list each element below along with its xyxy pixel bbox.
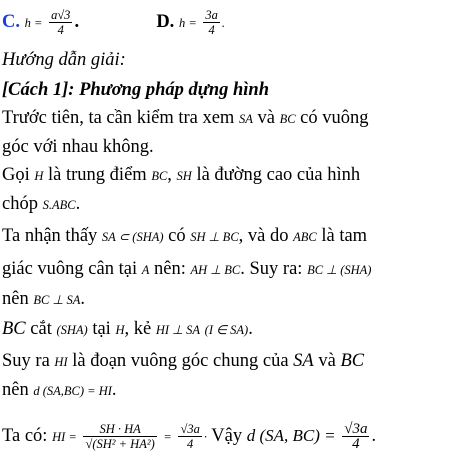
p3-text2: có xyxy=(168,226,186,246)
p3-text7: . Suy ra: xyxy=(240,259,303,279)
p3-line1 xyxy=(2,225,367,248)
p6-f3-denominator: 4 xyxy=(342,436,369,451)
p6-dot: · xyxy=(203,429,207,444)
p2-text5: chóp xyxy=(2,194,38,214)
option-c-lhs: h = xyxy=(24,15,43,30)
p5-text1: Suy ra xyxy=(2,351,50,371)
p3-line3 xyxy=(2,288,85,311)
guide-title: Hướng dẫn giải: xyxy=(2,50,126,70)
p6-eq: = xyxy=(163,429,172,444)
p5-hi: HI xyxy=(54,355,68,369)
p1-line1 xyxy=(2,107,369,130)
option-d-end: . xyxy=(221,15,225,30)
p4-math1: HI ⊥ SA xyxy=(155,323,201,337)
p4-h: H xyxy=(115,323,125,337)
p2-text4: là đường cao của hình xyxy=(196,165,361,185)
p3-text1: Ta nhận thấy xyxy=(2,226,98,246)
p3-a: A xyxy=(141,263,150,277)
p3-text3: , và do xyxy=(238,226,289,246)
p2-text1: Gọi xyxy=(2,165,30,185)
p4-math2: (I ∈ SA) xyxy=(204,323,249,337)
p2-sh: SH xyxy=(176,169,192,183)
p6-fraction1 xyxy=(83,422,156,451)
p4-text4: . xyxy=(248,319,253,339)
p2-h: H xyxy=(34,169,44,183)
p5-text4: nên xyxy=(2,380,29,400)
p6-f2-numerator: √3a xyxy=(180,422,200,436)
p1-sa: SA xyxy=(238,112,253,126)
answer-options-row xyxy=(2,8,225,37)
p6-f1-denominator: √(SH² + HA²) xyxy=(85,437,155,451)
p5-text5: . xyxy=(111,380,117,400)
option-d-fraction xyxy=(203,8,220,37)
p4-text3: , kẻ xyxy=(124,319,152,339)
p3-math1: SA ⊂ (SHA) xyxy=(101,230,164,244)
option-d-numerator: 3a xyxy=(205,8,218,22)
p6-end: . xyxy=(371,425,377,446)
p5-text3: và xyxy=(318,351,336,371)
p3-text9: . xyxy=(80,289,85,309)
option-c-fraction xyxy=(49,8,72,37)
method-title: [Cách 1]: Phương pháp dựng hình xyxy=(2,80,270,100)
p4-text1: cắt xyxy=(30,319,52,339)
p4-sha: (SHA) xyxy=(56,323,88,337)
p5-math1: d (SA,BC) = HI xyxy=(33,384,112,398)
p1-text2: và xyxy=(257,108,275,128)
p6-text1: Ta có: xyxy=(2,425,48,446)
p3-text6: nên: xyxy=(154,259,186,279)
p6-f2-denominator: 4 xyxy=(178,436,201,451)
p5-line1 xyxy=(2,350,364,373)
p4-line1 xyxy=(2,318,253,341)
option-d-lhs: h = xyxy=(178,15,197,30)
p4-bc: BC xyxy=(2,319,26,339)
p3-math2: SH ⊥ BC xyxy=(190,230,239,244)
p6-fraction3 xyxy=(342,422,369,451)
option-c-end: . xyxy=(74,11,80,32)
option-c-label: C. xyxy=(2,11,20,32)
p2-sabc: S.ABC xyxy=(42,198,76,212)
p6-text2: Vậy xyxy=(211,425,243,446)
p3-abc: ABC xyxy=(293,230,317,244)
p6-f3-numerator: √3a xyxy=(344,421,368,437)
p3-text8: nên xyxy=(2,289,29,309)
p1-text1: Trước tiên, ta cần kiểm tra xem xyxy=(2,108,235,128)
p1-bc: BC xyxy=(279,112,296,126)
p2-text6: . xyxy=(75,194,81,214)
p5-text2: là đoạn vuông góc chung của xyxy=(72,351,289,371)
p6-result-lhs: d (SA, BC) = xyxy=(246,425,336,445)
p3-math4: BC ⊥ (SHA) xyxy=(307,263,372,277)
p6-fraction2 xyxy=(178,422,201,451)
option-d-label: D. xyxy=(156,11,175,32)
p2-text3: , xyxy=(167,165,172,185)
option-c-denominator: 4 xyxy=(49,22,72,37)
option-d-denominator: 4 xyxy=(203,22,220,37)
p5-sa: SA xyxy=(293,351,314,371)
p6-lhs: HI = xyxy=(52,429,77,444)
p1-line2: góc với nhau không. xyxy=(2,137,154,157)
p2-bc: BC xyxy=(151,169,168,183)
p4-text2: tại xyxy=(92,319,111,339)
p3-math5: BC ⊥ SA xyxy=(33,293,81,307)
p2-text2: là trung điểm xyxy=(48,165,147,185)
p3-text5: giác vuông cân tại xyxy=(2,259,138,279)
option-c-numerator: a√3 xyxy=(51,8,71,22)
p1-text3: có vuông xyxy=(300,108,369,128)
p2-line1 xyxy=(2,164,360,187)
p5-bc: BC xyxy=(340,351,365,371)
p6-line1 xyxy=(2,422,376,451)
p3-text4: là tam xyxy=(321,226,368,246)
p5-line2 xyxy=(2,379,117,402)
p3-math3: AH ⊥ BC xyxy=(190,263,241,277)
p3-line2 xyxy=(2,258,371,281)
p2-line2 xyxy=(2,193,80,216)
p6-f1-numerator: SH · HA xyxy=(99,422,141,436)
